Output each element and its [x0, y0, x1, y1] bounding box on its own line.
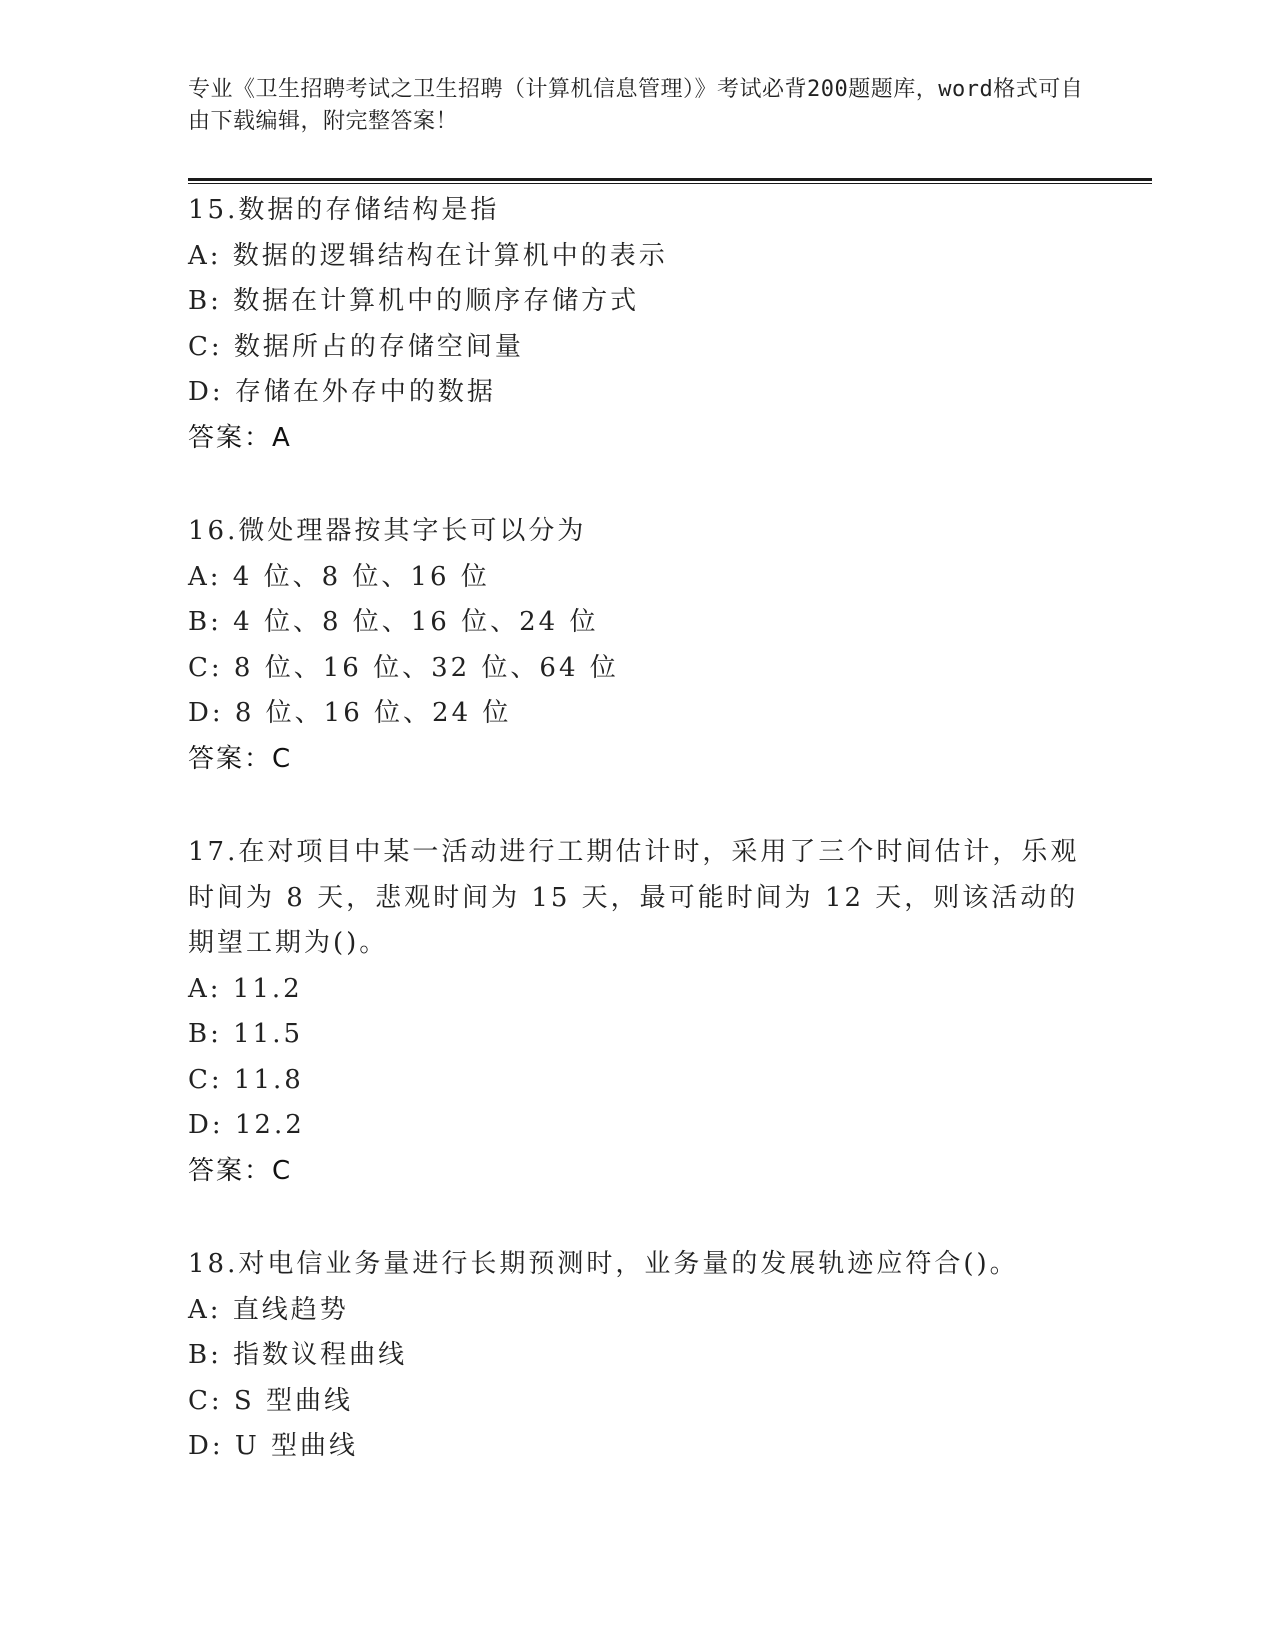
question-17	[188, 830, 1098, 1194]
option-a: A: 4 位、8 位、16 位	[188, 561, 490, 592]
question-stem: 16.微处理器按其字长可以分为	[188, 516, 587, 546]
document-header: 专业《卫生招聘考试之卫生招聘（计算机信息管理）》考试必背200题题库，word格式可自由下载编辑，附完整答案！	[188, 77, 1084, 134]
option-a: A: 直线趋势	[188, 1294, 349, 1325]
option-b: B: 指数议程曲线	[188, 1340, 408, 1370]
option-d: D: 8 位、16 位、24 位	[188, 698, 512, 728]
option-c: C: S 型曲线	[188, 1385, 353, 1416]
option-a: A: 数据的逻辑结构在计算机中的表示	[188, 240, 668, 271]
question-stem: 15.数据的存储结构是指	[188, 195, 500, 225]
answer-line: 答案：C	[188, 743, 293, 774]
answer-line: 答案：C	[188, 1155, 293, 1186]
header-rule-thin	[188, 183, 1152, 184]
question-16	[188, 509, 1098, 782]
option-a: A: 11.2	[188, 973, 303, 1004]
header-rule-thick	[188, 178, 1152, 181]
option-c: C: 数据所占的存储空间量	[188, 331, 524, 362]
option-d: D: 12.2	[188, 1110, 305, 1140]
option-c: C: 8 位、16 位、32 位、64 位	[188, 652, 619, 683]
option-d: D: 存储在外存中的数据	[188, 377, 496, 407]
answer-line: 答案：A	[188, 422, 292, 453]
option-b: B: 4 位、8 位、16 位、24 位	[188, 607, 599, 637]
option-b: B: 11.5	[188, 1019, 304, 1049]
option-c: C: 11.8	[188, 1064, 304, 1095]
question-15	[188, 188, 1098, 461]
question-18	[188, 1242, 1098, 1470]
question-list	[188, 188, 1098, 1518]
question-stem: 18.对电信业务量进行长期预测时，业务量的发展轨迹应符合()。	[188, 1249, 1019, 1279]
option-d: D: U 型曲线	[188, 1431, 359, 1461]
question-stem: 17.在对项目中某一活动进行工期估计时，采用了三个时间估计，乐观时间为 8 天，悲观时间为 15 天，最可能时间为 12 天，则该活动的期望工期为()。	[188, 837, 1080, 958]
option-b: B: 数据在计算机中的顺序存储方式	[188, 286, 640, 316]
